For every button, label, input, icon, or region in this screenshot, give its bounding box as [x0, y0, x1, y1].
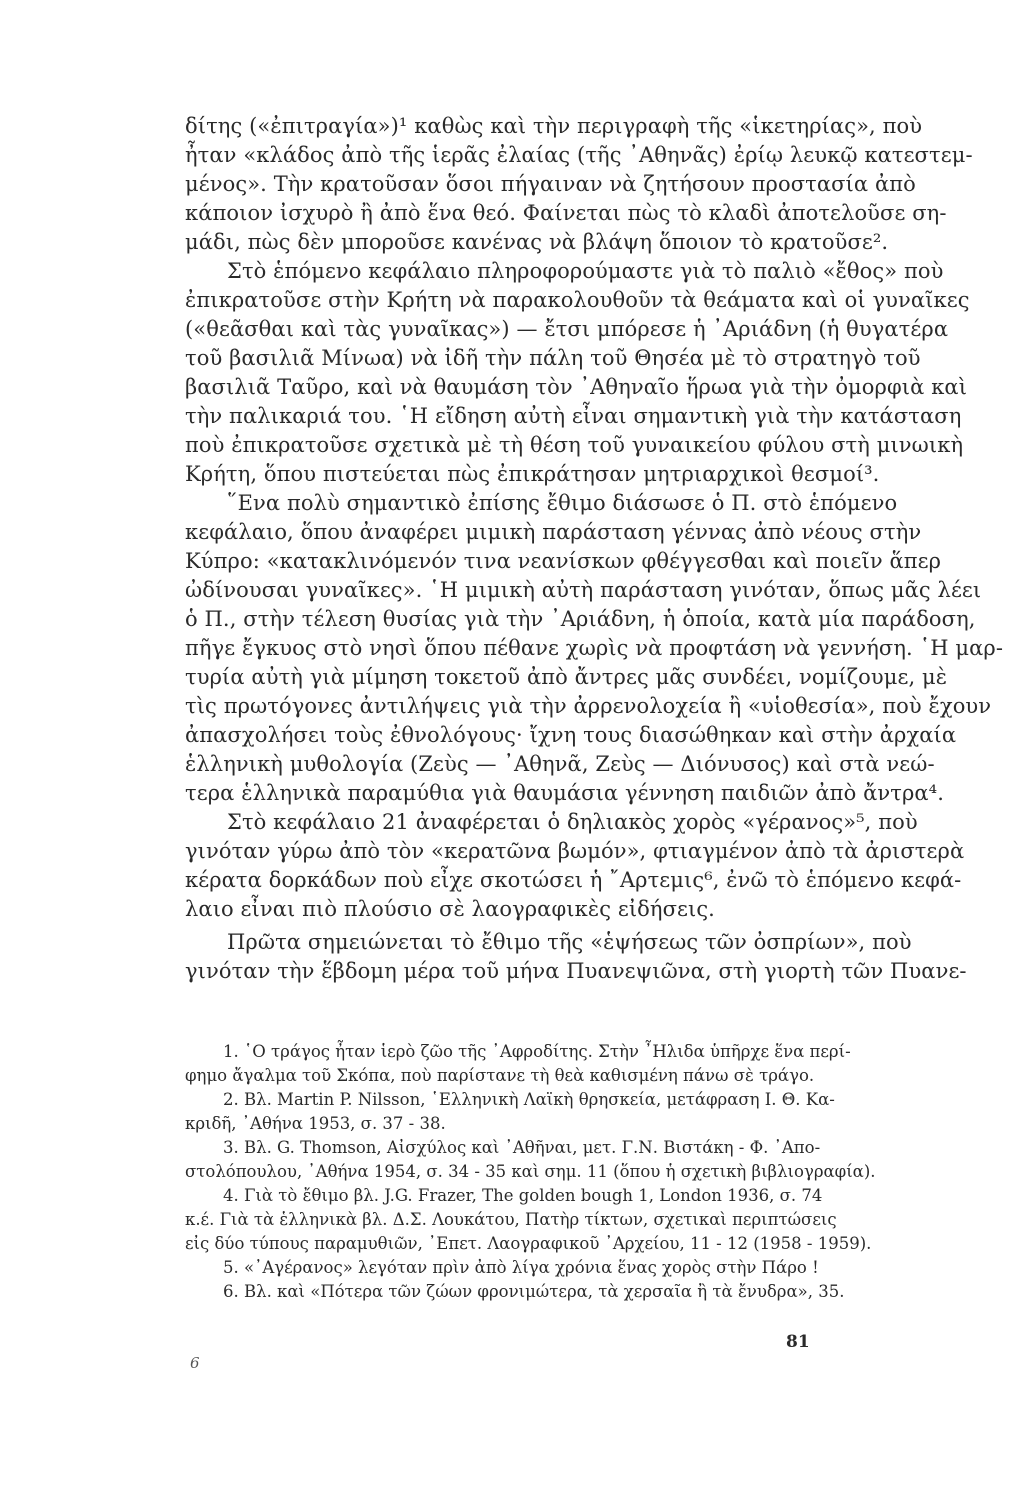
text-line: ῞Ενα πολὺ σημαντικὸ ἐπίσης ἔθιμο διάσωσε ὁ Π. στὸ ἑπόμενο [227, 491, 898, 515]
text-line: τὴν παλικαριά του. ῾Η εἴδηση αὐτὴ εἶναι σημαντικὴ γιὰ τὴν κατάσταση [185, 404, 962, 428]
footnote-line: κριδῆ, ᾿Αθήνα 1953, σ. 37 - 38. [185, 1114, 446, 1133]
text-line: τερα ἑλληνικὰ παραμύθια γιὰ θαυμάσια γέννηση παιδιῶν ἀπὸ ἄντρα⁴. [185, 781, 944, 805]
text-line: πῆγε ἔγκυος στὸ νησὶ ὅπου πέθανε χωρὶς νὰ προφτάση νὰ γεννήση. ῾Η μαρ- [185, 636, 1004, 660]
text-line: («θεᾶσθαι καὶ τὰς γυναῖκας») — ἔτσι μπόρεσε ἡ ᾿Αριάδνη (ἡ θυγατέρα [185, 317, 949, 341]
footnote-line: φημο ἄγαλμα τοῦ Σκόπα, ποὺ παρίστανε τὴ θεὰ καθισμένη πάνω σὲ τράγο. [185, 1066, 815, 1085]
text-line: μάδι, πὼς δὲν μποροῦσε κανένας νὰ βλάψη ὅποιον τὸ κρατοῦσε². [185, 230, 889, 254]
text-line: τυρία αὐτὴ γιὰ μίμηση τοκετοῦ ἀπὸ ἄντρες μᾶς συνδέει, νομίζουμε, μὲ [185, 665, 948, 689]
footnotes [185, 1040, 876, 1304]
text-line: ἐπικρατοῦσε στὴν Κρήτη νὰ παρακολουθοῦν τὰ θεάματα καὶ οἱ γυναῖκες [185, 288, 970, 312]
text-line: βασιλιᾶ Ταῦρο, καὶ νὰ θαυμάση τὸν ᾿Αθηναῖο ἥρωα γιὰ τὴν ὀμορφιὰ καὶ [185, 375, 968, 399]
text-line: τοῦ βασιλιᾶ Μίνωα) νὰ ἰδῆ τὴν πάλη τοῦ Θησέα μὲ τὸ στρατηγὸ τοῦ [185, 346, 921, 370]
text-line: ἦταν «κλάδος ἀπὸ τῆς ἱερᾶς ἐλαίας (τῆς ᾿Αθηνᾶς) ἐρίῳ λευκῷ κατεστεμ- [185, 143, 973, 167]
signature-mark: 6 [190, 1354, 200, 1372]
text-line: κάποιον ἰσχυρὸ ἢ ἀπὸ ἕνα θεό. Φαίνεται πὼς τὸ κλαδὶ ἀποτελοῦσε ση- [185, 201, 947, 225]
footnote-line: 1. ῾Ο τράγος ἦταν ἱερὸ ζῶο τῆς ᾿Αφροδίτης. Στὴν ῏Ηλιδα ὑπῆρχε ἕνα περί- [223, 1042, 851, 1061]
text-line: Κύπρο: «κατακλινόμενόν τινα νεανίσκων φθέγγεσθαι καὶ ποιεῖν ἅπερ [185, 549, 942, 573]
text-line: ποὺ ἐπικρατοῦσε σχετικὰ μὲ τὴ θέση τοῦ γυναικείου φύλου στὴ μινωικὴ [185, 433, 964, 457]
footnote-line: κ.έ. Γιὰ τὰ ἑλληνικὰ βλ. Δ.Σ. Λουκάτου, Πατὴρ τίκτων, σχετικαὶ περιπτώσεις [185, 1210, 837, 1229]
footnote-line: 4. Γιὰ τὸ ἔθιμο βλ. J.G. Frazer, The golden bough 1, London 1936, σ. 74 [223, 1186, 823, 1205]
text-line: κέρατα δορκάδων ποὺ εἶχε σκοτώσει ἡ ῎Αρτεμις⁶, ἐνῶ τὸ ἑπόμενο κεφά- [185, 868, 962, 892]
text-line: γινόταν γύρω ἀπὸ τὸν «κερατῶνα βωμόν», φτιαγμένον ἀπὸ τὰ ἀριστερὰ [185, 839, 965, 863]
text-line: γινόταν τὴν ἕβδομη μέρα τοῦ μήνα Πυανεψιῶνα, στὴ γιορτὴ τῶν Πυανε- [185, 959, 967, 983]
footnote-line: 5. «᾿Αγέρανος» λεγόταν πρὶν ἀπὸ λίγα χρόνια ἕνας χορὸς στὴν Πάρο ! [223, 1258, 819, 1277]
text-line: Στὸ κεφάλαιο 21 ἀναφέρεται ὁ δηλιακὸς χορὸς «γέρανος»⁵, ποὺ [227, 810, 918, 834]
text-line: κεφάλαιο, ὅπου ἀναφέρει μιμικὴ παράσταση γέννας ἀπὸ νέους στὴν [185, 520, 922, 544]
text-line: τὶς πρωτόγονες ἀντιλήψεις γιὰ τὴν ἀρρενολοχεία ἢ «υἱοθεσία», ποὺ ἔχουν [185, 694, 992, 718]
text-line: Πρῶτα σημειώνεται τὸ ἔθιμο τῆς «ἑψήσεως τῶν ὀσπρίων», ποὺ [227, 930, 912, 954]
footnote-line: εἰς δύο τύπους παραμυθιῶν, ᾿Επετ. Λαογραφικοῦ ᾿Αρχείου, 11 - 12 (1958 - 1959). [185, 1234, 872, 1253]
page-number: 81 [786, 1332, 810, 1352]
text-line: ἑλληνικὴ μυθολογία (Ζεὺς — ᾿Αθηνᾶ, Ζεὺς — Διόνυσος) καὶ στὰ νεώ- [185, 752, 935, 776]
text-line: δίτης («ἐπιτραγία»)¹ καθὼς καὶ τὴν περιγραφὴ τῆς «ἱκετηρίας», ποὺ [185, 114, 923, 138]
footnote-line: 2. Βλ. Martin P. Nilsson, ῾Ελληνικὴ Λαϊκὴ θρησκεία, μετάφραση Ι. Θ. Κα- [223, 1090, 835, 1109]
text-line: λαιο εἶναι πιὸ πλούσιο σὲ λαογραφικὲς εἰδήσεις. [185, 897, 715, 921]
body-text [185, 112, 1004, 986]
footnote-line: 6. Βλ. καὶ «Πότερα τῶν ζώων φρονιμώτερα, τὰ χερσαῖα ἢ τὰ ἔνυδρα», 35. [223, 1282, 845, 1301]
text-line: Στὸ ἑπόμενο κεφάλαιο πληροφορούμαστε γιὰ τὸ παλιὸ «ἔθος» ποὺ [227, 259, 944, 283]
text-line: ὁ Π., στὴν τέλεση θυσίας γιὰ τὴν ᾿Αριάδνη, ἡ ὁποία, κατὰ μία παράδοση, [185, 607, 976, 631]
text-line: ἀπασχολήσει τοὺς ἐθνολόγους· ἴχνη τους διασώθηκαν καὶ στὴν ἀρχαία [185, 723, 957, 747]
text-line: ὠδίνουσαι γυναῖκες». ῾Η μιμικὴ αὐτὴ παράσταση γινόταν, ὅπως μᾶς λέει [185, 578, 982, 602]
footnote-line: στολόπουλου, ᾿Αθήνα 1954, σ. 34 - 35 καὶ σημ. 11 (ὅπου ἡ σχετικὴ βιβλιογραφία). [185, 1162, 876, 1181]
text-line: μένος». Τὴν κρατοῦσαν ὅσοι πήγαιναν νὰ ζητήσουν προστασία ἀπὸ [185, 172, 916, 196]
footnote-line: 3. Βλ. G. Thomson, Αἰσχύλος καὶ ᾿Αθῆναι, μετ. Γ.Ν. Βιστάκη - Φ. ᾿Απο- [223, 1138, 821, 1157]
text-line: Κρήτη, ὅπου πιστεύεται πὼς ἐπικράτησαν μητριαρχικοὶ θεσμοί³. [185, 462, 880, 486]
